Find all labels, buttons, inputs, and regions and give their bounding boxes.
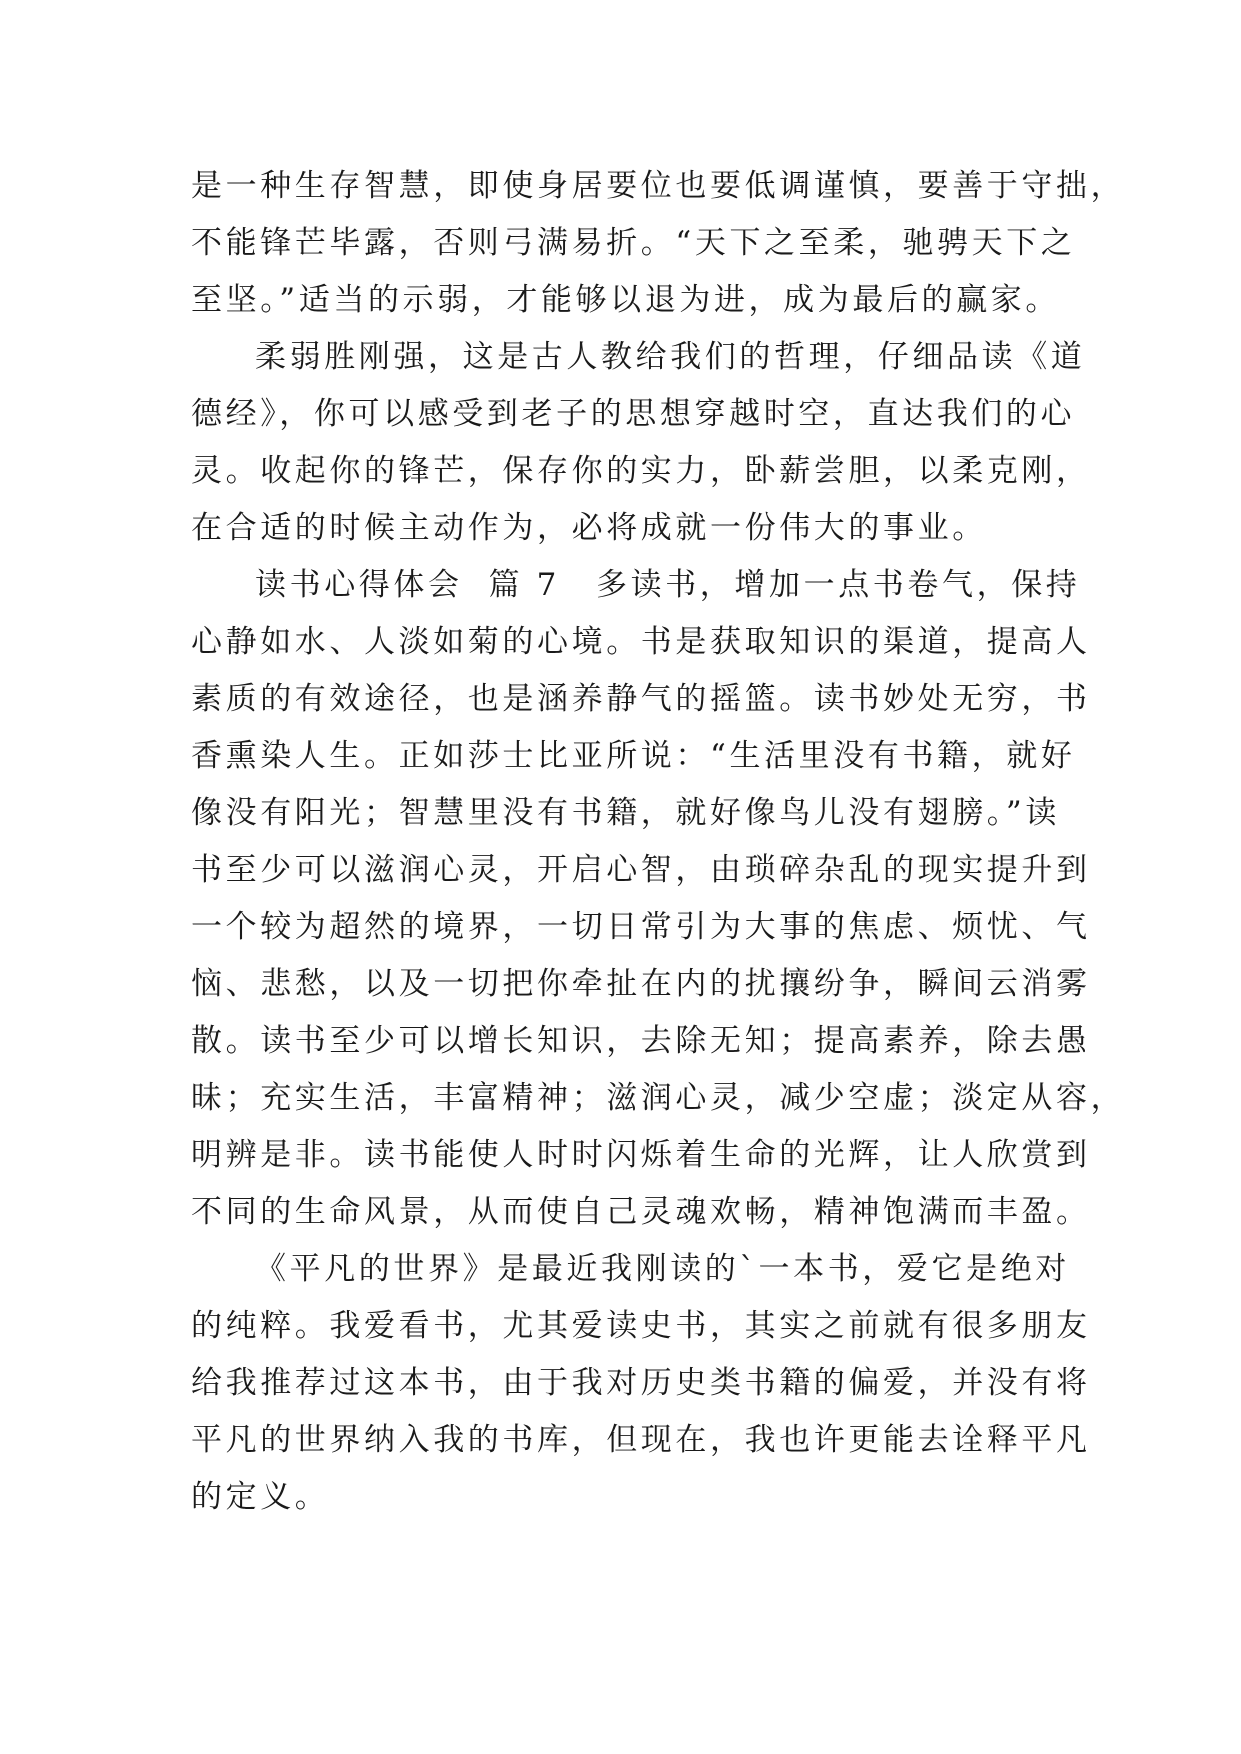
- text-line: 灵。收起你的锋芒，保存你的实力，卧薪尝胆，以柔克刚，: [191, 453, 1091, 489]
- text-line: 散。读书至少可以增长知识，去除无知；提高素养，除去愚: [191, 1023, 1091, 1059]
- section-heading-line: [191, 557, 1081, 614]
- text-line: 书至少可以滋润心灵，开启心智，由琐碎杂乱的现实提升到: [191, 852, 1091, 888]
- section-label: 篇 7: [488, 567, 560, 603]
- text-line: 素质的有效途径，也是涵养静气的摇篮。读书妙处无穷，书: [191, 681, 1091, 717]
- text-line: 昧；充实生活，丰富精神；滋润心灵，减少空虚；淡定从容，: [191, 1080, 1126, 1116]
- text-line: 在合适的时候主动作为，必将成就一份伟大的事业。: [191, 510, 987, 546]
- text-line: 像没有阳光；智慧里没有书籍，就好像鸟儿没有翅膀。”读: [191, 795, 1060, 831]
- text-line: 不同的生命风景，从而使自己灵魂欢畅，精神饱满而丰盈。: [191, 1194, 1091, 1230]
- text-line: 的纯粹。我爱看书，尤其爱读史书，其实之前就有很多朋友: [191, 1308, 1091, 1344]
- text-line: 平凡的世界纳入我的书库，但现在，我也许更能去诠释平凡: [191, 1422, 1091, 1458]
- section-heading: 读书心得体会: [255, 567, 463, 603]
- text-line: 德经》，你可以感受到老子的思想穿越时空，直达我们的心: [191, 396, 1076, 432]
- text-line: 一个较为超然的境界，一切日常引为大事的焦虑、烦忧、气: [191, 909, 1091, 945]
- text-line: 的定义。: [191, 1479, 330, 1515]
- text-line: 给我推荐过这本书，由于我对历史类书籍的偏爱，并没有将: [191, 1365, 1091, 1401]
- text-line: 至坚。”适当的示弱，才能够以退为进，成为最后的赢家。: [191, 282, 1060, 318]
- document-body: [191, 158, 1126, 1526]
- text-line: 不能锋芒毕露，否则弓满易折。“天下之至柔，驰骋天下之: [191, 225, 1076, 261]
- text-line: 是一种生存智慧，即使身居要位也要低调谨慎，要善于守拙，: [191, 168, 1126, 204]
- text-line: 心静如水、人淡如菊的心境。书是获取知识的渠道，提高人: [191, 624, 1091, 660]
- text-line: 恼、悲愁，以及一切把你牵扯在内的扰攘纷争，瞬间云消雾: [191, 966, 1091, 1002]
- text-line: 香熏染人生。正如莎士比亚所说：“生活里没有书籍，就好: [191, 738, 1076, 774]
- text-line: 《平凡的世界》是最近我刚读的`一本书，爱它是绝对: [255, 1251, 1070, 1287]
- section-first-text: 多读书，增加一点书卷气，保持: [596, 567, 1081, 603]
- text-line: 明辨是非。读书能使人时时闪烁着生命的光辉，让人欣赏到: [191, 1137, 1091, 1173]
- text-line: 柔弱胜刚强，这是古人教给我们的哲理，仔细品读《道: [255, 339, 1086, 375]
